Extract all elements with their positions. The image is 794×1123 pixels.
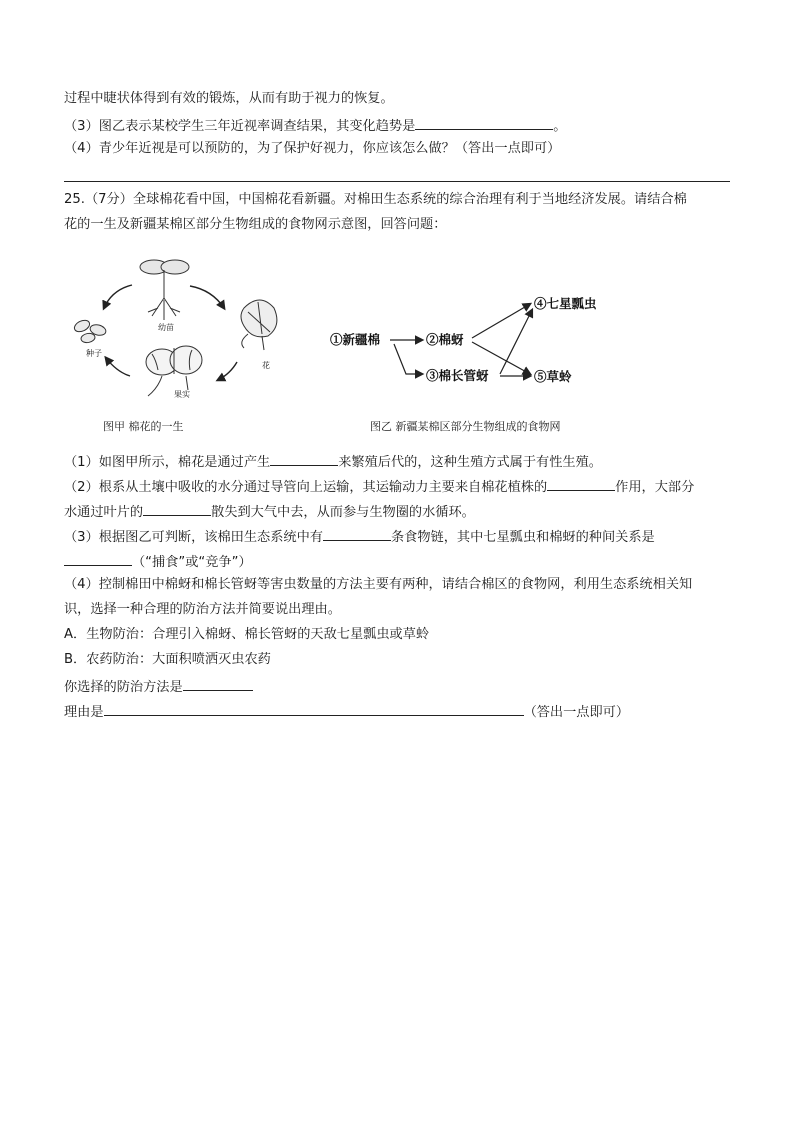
- node-long-tube-aphid: ③棉长管蚜: [426, 368, 489, 383]
- node-ladybird: ④七星瓢虫: [534, 296, 597, 311]
- fruit-label: 果实: [174, 390, 190, 399]
- q25-intro-line1: 25.（7分）全球棉花看中国，中国棉花看新疆。对棉田生态系统的综合治理有利于当地经济发展。请结合棉: [64, 192, 687, 207]
- cycle-arrow: [104, 285, 132, 308]
- food-web-arrow: [394, 344, 422, 374]
- node-cotton-aphid: ②棉蚜: [426, 332, 464, 347]
- q25-part2-text: （2）根系从土壤中吸收的水分通过导管向上运输，其运输动力主要来自棉花植株的: [64, 480, 548, 495]
- q25-part2b-text: 水通过叶片的: [64, 505, 144, 520]
- flower-drawing: [241, 300, 277, 350]
- option-a: A．生物防治：合理引入棉蚜、棉长管蚜的天敌七星瓢虫或草蛉: [64, 627, 430, 642]
- figure-a-caption: 图甲 棉花的一生: [103, 420, 184, 433]
- node-xinjiang-cotton: ①新疆棉: [330, 332, 381, 347]
- reason-hint: （答出一点即可）: [523, 705, 630, 720]
- option-b: B．农药防治：大面积喷洒灭虫农药: [64, 652, 271, 667]
- q25-part2-line1: [64, 476, 694, 497]
- q25-part1: [64, 451, 602, 472]
- reason-line: [64, 701, 629, 722]
- q25-part3-text: （3）根据图乙可判断，该棉田生态系统中有: [64, 530, 323, 545]
- choice-text: 你选择的防治方法是: [64, 680, 183, 695]
- q3-end: 。: [553, 119, 567, 134]
- q25-part3-blank1[interactable]: [323, 526, 391, 541]
- food-web-arrow: [472, 304, 530, 338]
- reason-text: 理由是: [64, 705, 104, 720]
- seedling-label: 幼苗: [158, 323, 174, 332]
- flower-label: 花: [262, 361, 270, 370]
- q25-part3b-text: （“捕食”或“竞争”）: [132, 555, 252, 570]
- cycle-arrow: [106, 358, 130, 376]
- q25-part4-line1: （4）控制棉田中棉蚜和棉长管蚜等害虫数量的方法主要有两种，请结合棉区的食物网，利用生态系统相关知: [64, 577, 693, 592]
- q25-part4-line2: 识，选择一种合理的防治方法并简要说出理由。: [64, 602, 341, 617]
- figure-b-caption: 图乙 新疆某棉区部分生物组成的食物网: [370, 420, 561, 433]
- q25-part3-line2: [64, 551, 252, 572]
- fruit-drawing: [146, 346, 202, 396]
- q3-answer-blank[interactable]: [415, 115, 553, 130]
- q25-part2-line2: [64, 501, 475, 522]
- seed-label: 种子: [86, 349, 102, 358]
- q3-text: （3）图乙表示某校学生三年近视率调查结果，其变化趋势是: [64, 119, 416, 134]
- seed-drawing: [73, 318, 107, 344]
- q25-part1-text: （1）如图甲所示，棉花是通过产生: [64, 455, 271, 470]
- reason-blank[interactable]: [104, 701, 524, 716]
- q25-part2b-text-end: 散失到大气中去，从而参与生物圈的水循环。: [211, 505, 475, 520]
- q25-part1-text-end: 来繁殖后代的，这种生殖方式属于有性生殖。: [338, 455, 602, 470]
- q25-part3-text-end: 条食物链，其中七星瓢虫和棉蚜的种间关系是: [390, 530, 655, 545]
- prev-question-3: [64, 115, 566, 136]
- q25-part1-blank[interactable]: [270, 451, 338, 466]
- food-web-arrow: [500, 310, 532, 374]
- section-divider: [64, 181, 730, 182]
- prev-text-line: 过程中睫状体得到有效的锻炼，从而有助于视力的恢复。: [64, 91, 394, 106]
- food-web-figure: [322, 282, 612, 392]
- q25-part3-blank2[interactable]: [64, 551, 132, 566]
- seedling-drawing: [140, 260, 189, 320]
- q25-part2-text-end: 作用，大部分: [615, 480, 695, 495]
- q25-part3-line1: [64, 526, 655, 547]
- cycle-arrow: [190, 286, 224, 308]
- choice-blank[interactable]: [183, 676, 253, 691]
- q25-part2-blank1[interactable]: [547, 476, 615, 491]
- q25-intro-line2: 花的一生及新疆某棉区部分生物组成的食物网示意图，回答问题：: [64, 217, 447, 232]
- prev-question-4: （4）青少年近视是可以预防的，为了保护好视力，你应该怎么做？（答出一点即可）: [64, 141, 561, 156]
- cycle-arrow: [218, 362, 237, 380]
- choice-line: [64, 676, 253, 697]
- q25-part2-blank2[interactable]: [143, 501, 211, 516]
- cotton-life-cycle-figure: [62, 250, 302, 412]
- node-lacewing: ⑤草蛉: [534, 369, 572, 384]
